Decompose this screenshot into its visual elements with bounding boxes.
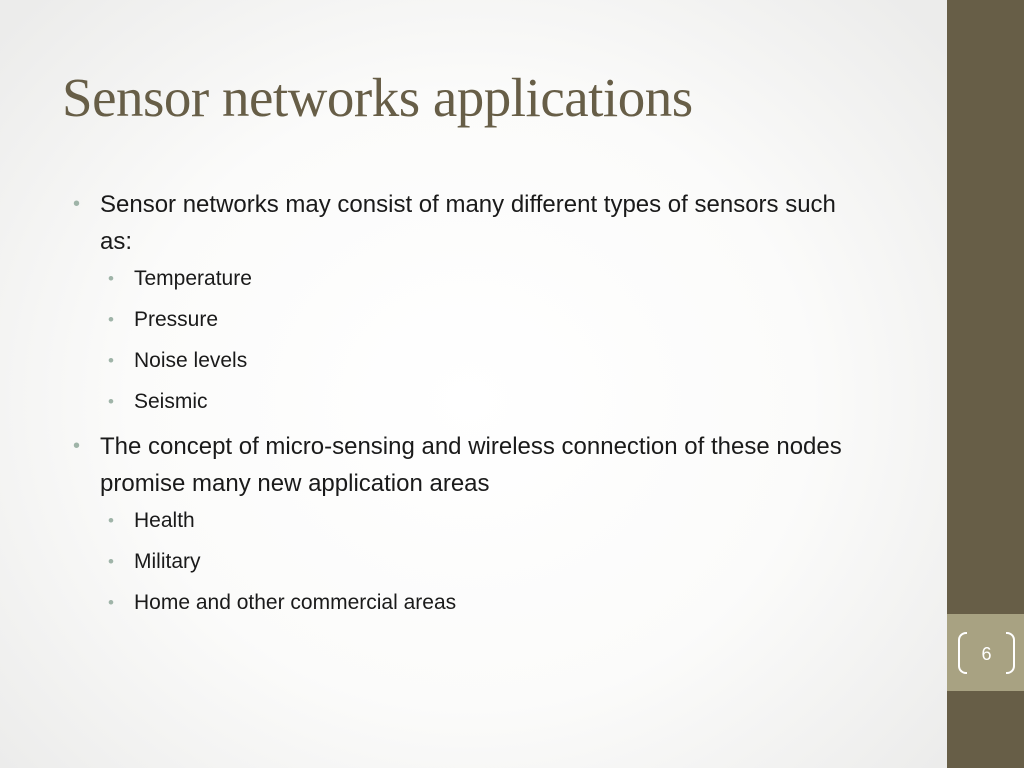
bullet-icon: • [108, 552, 114, 571]
bullet-point [72, 186, 872, 260]
sub-bullet-text: Pressure [134, 308, 219, 331]
sub-bullet-text: Home and other commercial areas [134, 591, 457, 614]
slide-title: Sensor networks applications [62, 67, 693, 128]
sub-bullet-point [72, 588, 872, 618]
bullet-icon: • [108, 310, 114, 329]
page-number: 6 [981, 644, 992, 664]
sub-bullet-text: Military [134, 550, 201, 573]
bullet-icon: • [73, 435, 81, 457]
bullet-icon: • [108, 593, 114, 612]
right-bracket-icon [1006, 632, 1015, 674]
sub-bullet-point [72, 346, 872, 376]
bullet-text: Sensor networks may consist of many different types of sensors such as: [100, 191, 836, 255]
bullet-icon: • [108, 392, 114, 411]
bullet-point [72, 428, 872, 502]
sub-bullet-text: Seismic [134, 390, 208, 413]
sub-bullet-point [72, 506, 872, 536]
sub-bullet-text: Temperature [134, 267, 252, 290]
sub-bullet-text: Health [134, 509, 195, 532]
sub-bullet-point [72, 547, 872, 577]
sub-bullet-text: Noise levels [134, 349, 248, 372]
sub-bullet-point [72, 387, 872, 417]
bullet-icon: • [108, 269, 114, 288]
left-bracket-icon [958, 632, 967, 674]
sub-bullet-point [72, 305, 872, 335]
bullet-icon: • [108, 351, 114, 370]
bullet-text: The concept of micro-sensing and wireless connection of these nodes promise many new application areas [100, 433, 842, 497]
bullet-icon: • [108, 511, 114, 530]
bullet-icon: • [73, 193, 81, 215]
sub-bullet-point [72, 264, 872, 294]
slide-content [72, 186, 872, 629]
